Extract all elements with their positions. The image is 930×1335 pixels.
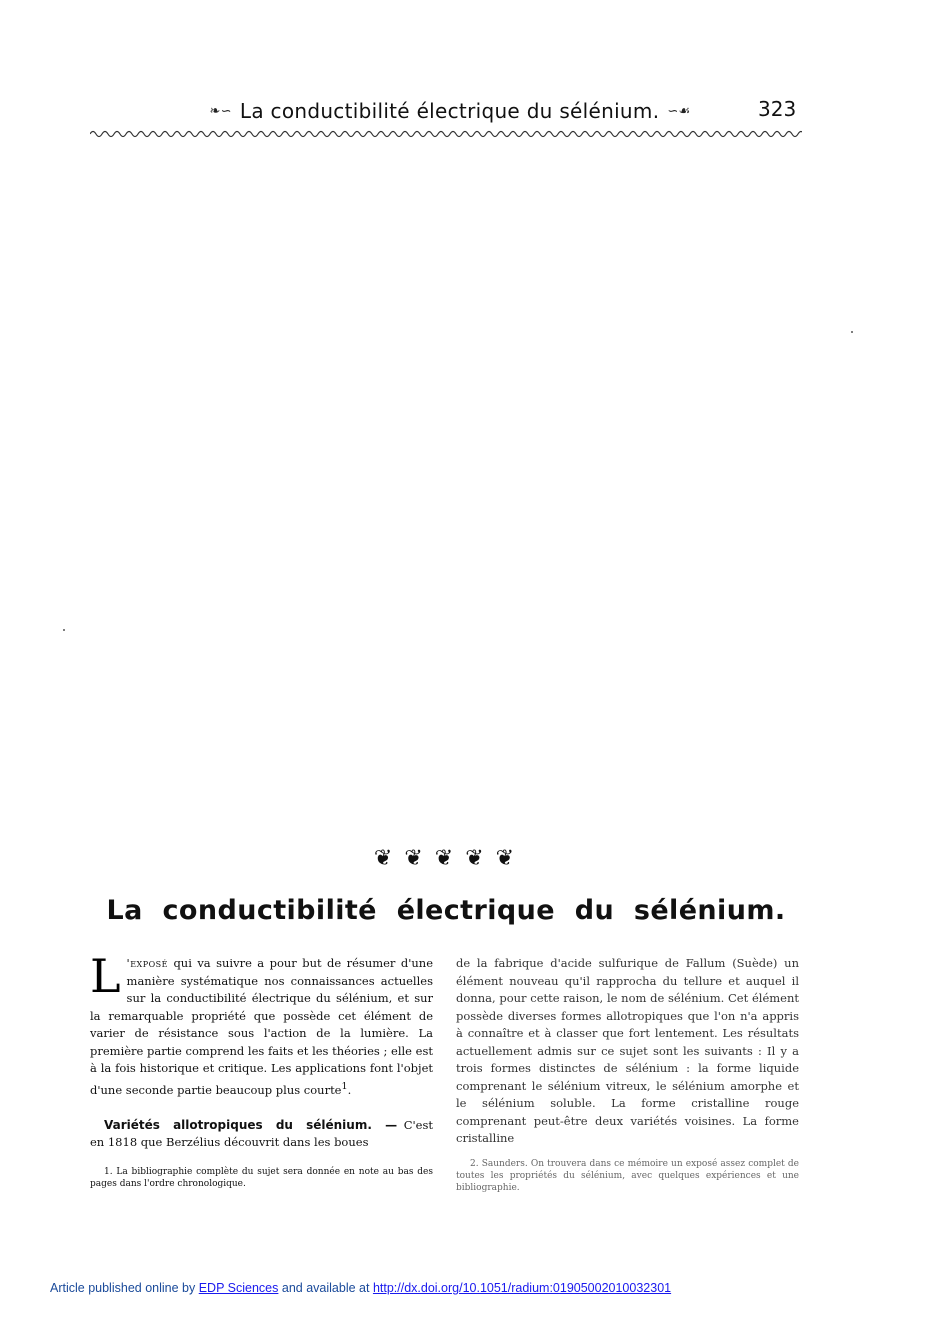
intro-smallcaps: 'exposé [126,956,169,970]
drop-cap: L [90,949,121,1003]
section-paragraph [90,1117,433,1152]
article-title: La conductibilité électrique du sélénium. [106,895,786,926]
page-number: 323 [758,97,797,121]
fleuron-ornaments-icon: ❦❦❦❦❦ [373,846,527,871]
wavy-rule-divider [90,128,802,140]
intro-text: qui va suivre a pour but de résumer d'une manière systématique nos connaissances actuelles sur la conductibilité électrique du sélénium, et sur la remarquable propriété que possède cet élément de varier de résistance sous l'action de la lumière. La première partie comprend les faits et les théories ; elle est à la fois historique et critique. Les applications font l'objet d'une seconde partie beaucoup plus courte [90,956,433,1097]
publisher-link[interactable]: EDP Sciences [198,1281,279,1295]
right-ornament-icon: ∽☙ [667,103,691,119]
footnote-mark: 1 [341,1080,348,1092]
footer-prefix: Article published online by [50,1281,196,1295]
running-head [190,95,710,127]
running-title: La conductibilité électrique du sélénium. [239,99,660,123]
doi-link[interactable]: http://dx.doi.org/10.1051/radium:01905002010032301 [372,1281,672,1295]
footer-middle: and available at [281,1281,370,1295]
speck-dot [63,629,65,631]
right-column [456,955,799,1194]
footnote-left: 1. La bibliographie complète du sujet sera donnée en note au bas des pages dans l'ordre chronologique. [90,1166,433,1189]
section-heading: Variétés allotropiques du sélénium. — [104,1117,398,1132]
intro-paragraph: L 'exposé qui va suivre a pour but de résumer d'une manière systématique nos connaissances actuelles sur la conductibilité électrique du sélénium, et sur la remarquable propriété que possède cet élément de varier de résistance sous l'action de la lumière. La première partie comprend les faits et les théories ; elle est à la fois historique et critique. Les applications font l'objet d'une seconde partie beaucoup plus courte$^1$. [90,949,433,1097]
speck-dot [851,331,853,333]
left-column [90,949,434,1190]
publication-footer [50,1281,671,1295]
footnote-right: 2. Saunders. On trouvera dans ce mémoire un exposé assez complet de toutes les propriétés du sélénium, avec quelques expériences et une bibliographie. [456,1158,799,1193]
right-column-text: de la fabrique d'acide sulfurique de Fallum (Suède) un élément nouveau qu'il rapprocha du tellure et auquel il donna, pour cette raison, le nom de sélénium. Cet élément possède diverses formes allotropiques que l'on n'a appris à connaître et à classer que fort lentement. Les résultats actuellement admis sur ce sujet sont les suivants : Il y a trois formes distinctes de sélénium : la forme liquide comprenant le sélénium vitreux, le sélénium amorphe et le sélénium soluble. La forme cristalline rouge comprenant peut-être deux variétés voisines. La forme cristalline [456,956,799,1145]
left-ornament-icon: ❧∽ [209,103,232,119]
section-text: C'est en 1818 que Berzélius découvrit dans les boues [90,1117,434,1150]
